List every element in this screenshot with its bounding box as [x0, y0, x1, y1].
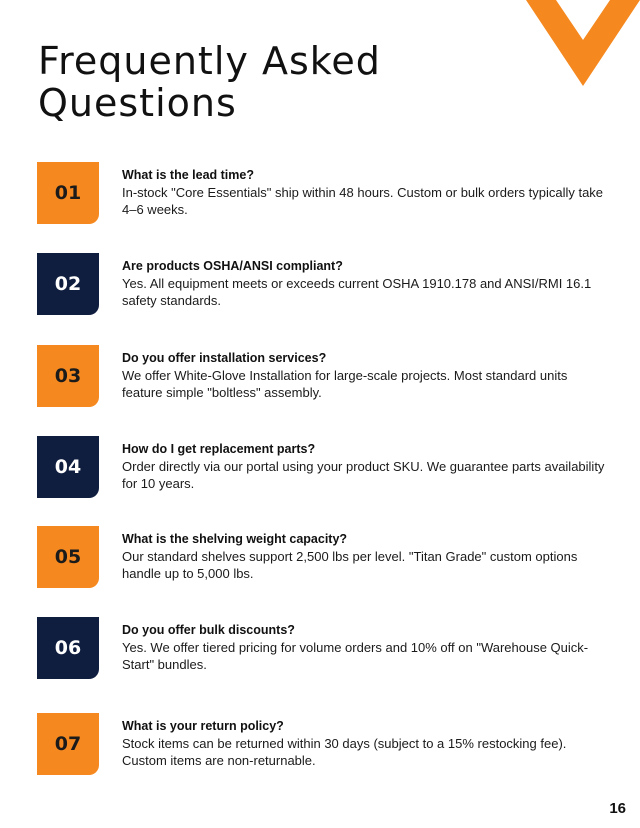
faq-item: [37, 713, 597, 775]
faq-item: [37, 526, 597, 588]
faq-content: [122, 531, 607, 582]
faq-item: [37, 345, 597, 407]
faq-question: How do I get replacement parts?: [122, 442, 316, 456]
faq-answer: Yes. We offer tiered pricing for volume orders and 10% off on "Warehouse Quick-Start" bundles.: [122, 640, 589, 672]
faq-number-badge: 06: [37, 617, 99, 679]
faq-question: What is the lead time?: [122, 168, 254, 182]
faq-question: What is your return policy?: [122, 719, 284, 733]
faq-content: [122, 167, 607, 218]
faq-question: Do you offer bulk discounts?: [122, 623, 295, 637]
faq-item: [37, 436, 605, 498]
faq-answer: Order directly via our portal using your product SKU. We guarantee parts availability for 10 years.: [122, 459, 605, 491]
faq-content: [122, 258, 607, 309]
faq-number-badge: 05: [37, 526, 99, 588]
faq-content: [122, 622, 607, 673]
faq-number-badge: 07: [37, 713, 99, 775]
faq-number-badge: 04: [37, 436, 99, 498]
page-title-line-1: Frequently Asked: [38, 39, 381, 83]
faq-content: [122, 718, 607, 769]
faq-item: [37, 162, 604, 224]
faq-item: [37, 253, 597, 315]
faq-question: Are products OSHA/ANSI compliant?: [122, 259, 343, 273]
page-title-line-2: Questions: [38, 81, 237, 125]
faq-content: [122, 441, 607, 492]
faq-answer: In-stock "Core Essentials" ship within 48 hours. Custom or bulk orders typically take 4–6 weeks.: [122, 185, 604, 217]
faq-question: Do you offer installation services?: [122, 351, 327, 365]
faq-question: What is the shelving weight capacity?: [122, 532, 348, 546]
page-number: 16: [609, 800, 626, 817]
faq-answer: We offer White-Glove Installation for large-scale projects. Most standard units feature simple "boltless" assembly.: [122, 368, 568, 400]
faq-number-badge: 02: [37, 253, 99, 315]
faq-content: [122, 350, 607, 401]
page-title: [38, 40, 381, 124]
faq-number-badge: 01: [37, 162, 99, 224]
faq-answer: Yes. All equipment meets or exceeds current OSHA 1910.178 and ANSI/RMI 16.1 safety standards.: [122, 276, 592, 308]
corner-chevron-decoration: [526, 0, 640, 86]
faq-item: [37, 617, 597, 679]
faq-answer: Stock items can be returned within 30 days (subject to a 15% restocking fee). Custom items are non-returnable.: [122, 736, 567, 768]
faq-answer: Our standard shelves support 2,500 lbs per level. "Titan Grade" custom options handle up to 5,000 lbs.: [122, 549, 578, 581]
faq-number-badge: 03: [37, 345, 99, 407]
